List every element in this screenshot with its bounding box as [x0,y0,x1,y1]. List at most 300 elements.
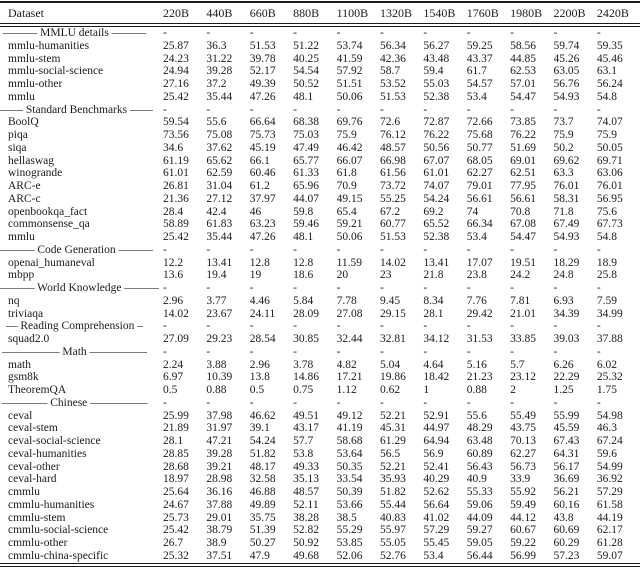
value-cell: 23.12 [510,371,536,384]
value-cell: 25.64 [163,486,189,498]
value-cell: 40.25 [293,52,320,65]
value-cell: 7.59 [596,294,618,307]
value-cell: 74.07 [423,180,450,192]
value-cell: 3.88 [206,358,227,371]
dataset-label: mmlu-humanities [8,39,90,52]
table-row [0,550,640,565]
value-cell: 67.73 [596,218,623,231]
value-cell: - [336,27,341,39]
value-cell: 48.57 [379,141,406,154]
value-cell: 61.7 [466,65,487,78]
table-row [0,180,640,193]
value-cell: - [206,320,211,333]
value-cell: 51.82 [379,486,406,498]
value-cell: - [293,396,298,409]
value-cell: 25.32 [163,549,189,562]
table-row [0,422,640,435]
value-cell: 56.64 [423,498,450,511]
value-cell: - [163,396,167,409]
value-cell: - [206,345,211,358]
value-cell: 31.22 [206,52,233,65]
value-cell: 62.27 [466,167,493,180]
value-cell: 44.97 [423,422,450,435]
value-cell: 3.78 [293,358,314,371]
value-cell: - [249,320,254,333]
value-cell: - [466,27,471,39]
value-cell: 53.4 [466,90,487,103]
column-header-1760b: 1760B [467,2,510,25]
value-cell: 11.59 [336,256,363,269]
dataset-label: winogrande [8,167,63,180]
value-cell: 35.13 [293,473,320,486]
value-cell: 79.01 [466,180,493,192]
value-cell: - [466,282,471,294]
table-row [0,359,640,372]
value-cell: 56.24 [596,78,623,90]
table-row [0,206,640,219]
dataset-label: cmmlu-social-science [8,524,109,537]
value-cell: 33.9 [510,473,531,486]
value-cell: 19.86 [379,371,406,384]
value-cell: 25.99 [163,409,189,422]
value-cell: 59.54 [163,116,189,129]
section-row [0,104,640,117]
column-header-880b: 880B [293,2,336,25]
value-cell: 50.92 [293,537,320,549]
value-cell: 54.93 [553,231,580,243]
value-cell: - [553,103,558,116]
value-cell: 59.21 [336,218,363,231]
value-cell: 9.45 [379,294,401,307]
value-cell: 65.77 [293,154,320,167]
value-cell: 75.03 [293,129,320,141]
value-cell: 77.95 [510,180,536,192]
section-label: —— Standard Benchmarks —— [0,103,153,116]
value-cell: - [379,27,384,39]
value-cell: 1.75 [596,384,618,396]
value-cell: 76.22 [510,129,536,141]
header-row [0,2,640,25]
dataset-label: piqa [8,129,28,141]
value-cell: - [249,243,254,256]
value-cell: 61.01 [163,167,189,180]
value-cell: 69.62 [553,154,580,167]
value-cell: 53.4 [466,231,487,243]
value-cell: 52.21 [379,409,406,422]
value-cell: 52.62 [423,486,450,498]
value-cell: 73.7 [553,116,574,129]
value-cell: 47.26 [249,231,276,243]
value-cell: 27.08 [336,307,363,320]
value-cell: 36.69 [553,473,580,486]
value-cell: 64.31 [553,447,580,460]
value-cell: 36.92 [596,473,623,486]
table-row [0,257,640,270]
value-cell: 52.17 [249,65,276,78]
value-cell: 0.5 [249,384,265,396]
value-cell: 76.01 [553,180,580,192]
section-row [0,244,640,257]
value-cell: 39.03 [553,333,580,345]
table-row [0,40,640,53]
value-cell: 47.26 [249,90,276,103]
value-cell: 29.15 [379,307,406,320]
value-cell: - [466,243,471,256]
column-header-1320b: 1320B [380,2,423,25]
value-cell: 54.47 [510,90,536,103]
value-cell: 57.7 [293,435,314,447]
value-cell: 54.47 [510,231,536,243]
column-header-1100b: 1100B [337,2,380,25]
value-cell: 32.58 [249,473,276,486]
value-cell: 58.56 [510,39,536,52]
value-cell: 61.83 [206,218,233,231]
value-cell: - [423,320,428,333]
value-cell: 47.9 [249,549,270,562]
value-cell: 59.05 [466,537,493,549]
column-header-220b: 220B [163,2,206,25]
value-cell: 51.69 [510,141,536,154]
value-cell: 2.96 [163,294,184,307]
value-cell: 48.1 [293,231,314,243]
value-cell: 2.24 [163,358,184,371]
value-cell: 54.57 [466,78,493,90]
value-cell: - [379,396,384,409]
value-cell: 34.6 [163,141,184,154]
dataset-label: mmlu [8,231,35,243]
value-cell: 56.17 [553,460,580,473]
value-cell: 56.76 [553,78,580,90]
value-cell: 17.21 [336,371,363,384]
value-cell: 62.27 [510,447,536,460]
value-cell: 55.97 [379,524,406,537]
value-cell: 7.76 [466,294,487,307]
value-cell: - [596,320,601,333]
value-cell: 61.01 [423,167,450,180]
table-row [0,537,640,550]
value-cell: 53.52 [379,78,406,90]
value-cell: 45.59 [553,422,580,435]
value-cell: 56.34 [379,39,406,52]
value-cell: 8.34 [423,294,444,307]
value-cell: 50.06 [336,231,363,243]
value-cell: 62.17 [596,524,623,537]
value-cell: 57.92 [336,65,363,78]
value-cell: 23.8 [466,269,487,282]
value-cell: 37.51 [206,549,233,562]
value-cell: 45.31 [379,422,406,435]
value-cell: 1 [423,384,430,396]
table-row [0,295,640,308]
dataset-label: gsm8k [8,371,39,384]
section-label: ————— Math ————— [1,345,148,358]
value-cell: 56.73 [510,460,536,473]
value-cell: 21.01 [510,307,536,320]
value-cell: 54.99 [596,460,623,473]
value-cell: 46.42 [336,141,363,154]
value-cell: 13.41 [206,256,233,269]
value-cell: - [249,27,254,39]
value-cell: 44.85 [510,52,536,65]
value-cell: - [596,243,601,256]
value-cell: - [293,320,298,333]
dataset-label: cmmlu-other [8,537,68,549]
value-cell: 44.19 [596,511,623,524]
value-cell: - [249,345,254,358]
value-cell: 57.23 [553,549,580,562]
value-cell: - [163,282,167,294]
value-cell: 76.01 [596,180,623,192]
value-cell: 31.97 [206,422,233,435]
value-cell: 65.62 [206,154,233,167]
table-row [0,116,640,129]
value-cell: 14.02 [163,307,189,320]
value-cell: 1.12 [336,384,357,396]
section-label: ——— Code Generation ——— [0,243,153,256]
value-cell: 56.99 [510,549,536,562]
value-cell: 28.54 [249,333,276,345]
value-cell: 51.53 [379,90,406,103]
value-cell: 76.12 [379,129,406,141]
value-cell: 38.28 [293,511,320,524]
value-cell: 33.85 [510,333,536,345]
column-header-440b: 440B [206,2,249,25]
value-cell: 56.44 [466,549,493,562]
table-row [0,155,640,168]
value-cell: 55.33 [466,486,493,498]
value-cell: - [163,320,167,333]
value-cell: 27.09 [163,333,189,345]
value-cell: 69.71 [596,154,623,167]
value-cell: 52.91 [423,409,450,422]
section-row [0,25,640,40]
value-cell: 43.75 [510,422,536,435]
value-cell: 75.08 [206,129,233,141]
value-cell: 55.29 [336,524,363,537]
value-cell: 59.25 [466,39,493,52]
value-cell: 24.8 [553,269,574,282]
value-cell: 58.89 [163,218,189,231]
value-cell: 67.08 [510,218,536,231]
value-cell: 22.29 [553,371,580,384]
value-cell: 6.02 [596,358,618,371]
value-cell: - [336,282,341,294]
value-cell: 48.1 [293,90,314,103]
value-cell: 30.85 [293,333,320,345]
value-cell: 58.31 [553,192,580,205]
value-cell: 41.59 [336,52,363,65]
value-cell: - [596,282,601,294]
value-cell: - [553,282,558,294]
value-cell: 39.1 [249,422,270,435]
value-cell: 18.6 [293,269,314,282]
dataset-label: ARC-e [8,180,41,192]
table-row [0,499,640,512]
value-cell: 50.05 [596,141,623,154]
value-cell: - [206,27,211,39]
value-cell: - [293,345,298,358]
value-cell: 2 [510,384,516,396]
value-cell: 37.98 [206,409,233,422]
value-cell: 34.12 [423,333,450,345]
value-cell: 45.26 [553,52,580,65]
value-cell: 50.39 [336,486,363,498]
value-cell: 21.89 [163,422,189,435]
value-cell: - [293,27,298,39]
value-cell: 37.88 [206,498,233,511]
dataset-label: mbpp [8,269,35,282]
value-cell: 5.16 [466,358,487,371]
dataset-label: cmmlu-china-specific [8,549,109,562]
table-row [0,473,640,486]
value-cell: 75.73 [249,129,276,141]
value-cell: 63.23 [249,218,276,231]
value-cell: 12.2 [163,256,184,269]
value-cell: 59.22 [510,537,536,549]
column-header-1540b: 1540B [423,2,466,25]
value-cell: 63.06 [596,167,623,180]
value-cell: 53.66 [336,498,363,511]
value-cell: 64.94 [423,435,450,447]
value-cell: 31.04 [206,180,233,192]
table-row [0,512,640,525]
value-cell: 73.72 [379,180,406,192]
value-cell: 37.88 [596,333,623,345]
table-body [0,25,640,565]
value-cell: 24.11 [249,307,276,320]
column-header-2200b: 2200B [554,2,597,25]
value-cell: 14.02 [379,256,406,269]
value-cell: 50.77 [466,141,493,154]
value-cell: 63.3 [553,167,574,180]
value-cell: 65.52 [423,218,450,231]
value-cell: 24.23 [163,52,189,65]
value-cell: 28.1 [163,435,184,447]
value-cell: 24.2 [510,269,531,282]
dataset-label: mmlu-other [8,78,63,90]
table-row [0,65,640,78]
value-cell: 50.06 [336,90,363,103]
value-cell: 2.96 [249,358,270,371]
value-cell: 57.01 [510,78,536,90]
value-cell: 63.05 [553,65,580,78]
value-cell: 56.61 [466,192,493,205]
value-cell: - [293,103,298,116]
value-cell: 72.87 [423,116,450,129]
value-cell: - [466,396,471,409]
table-row [0,410,640,423]
value-cell: 37.97 [249,192,276,205]
value-cell: 47.49 [293,141,320,154]
value-cell: - [510,282,514,294]
value-cell: 7.81 [510,294,531,307]
value-cell: 60.77 [379,218,406,231]
value-cell: 70.9 [336,180,357,192]
table-row [0,193,640,206]
value-cell: 67.49 [553,218,580,231]
value-cell: - [379,345,384,358]
value-cell: 66.64 [249,116,276,129]
dataset-label: commonsense_qa [8,218,90,231]
value-cell: 55.6 [206,116,227,129]
section-row [0,320,640,333]
value-cell: 67.07 [423,154,450,167]
value-cell: 48.57 [293,486,320,498]
table-row [0,167,640,180]
value-cell: 53.8 [293,447,314,460]
value-cell: 63.48 [466,435,493,447]
value-cell: 50.56 [423,141,450,154]
dataset-label: ceval-social-science [8,435,101,447]
value-cell: 14.86 [293,371,320,384]
value-cell: 18.97 [163,473,189,486]
dataset-label: ceval [8,409,33,422]
value-cell: - [249,396,254,409]
value-cell: 39.28 [206,65,233,78]
value-cell: - [553,27,558,39]
value-cell: 46 [249,205,262,218]
table-row [0,384,640,397]
value-cell: 43.17 [293,422,320,435]
value-cell: 39.21 [206,460,233,473]
table-row [0,308,640,321]
value-cell: 61.33 [293,167,320,180]
value-cell: 19.51 [510,256,536,269]
value-cell: 28.68 [163,460,189,473]
value-cell: 24.67 [163,498,189,511]
value-cell: 45.46 [596,52,623,65]
value-cell: 73.56 [163,129,189,141]
value-cell: 25.42 [163,231,189,243]
value-cell: - [336,320,341,333]
value-cell: 55.45 [423,537,450,549]
value-cell: - [596,103,601,116]
value-cell: - [596,396,601,409]
value-cell: 44.12 [510,511,536,524]
value-cell: - [249,103,254,116]
value-cell: 46.3 [596,422,618,435]
value-cell: 34.99 [596,307,623,320]
value-cell: - [206,103,211,116]
value-cell: 41.02 [423,511,450,524]
value-cell: - [163,27,167,39]
value-cell: - [510,103,514,116]
value-cell: 39.28 [206,447,233,460]
value-cell: 28.4 [163,205,184,218]
value-cell: 44.09 [466,511,493,524]
table-row [0,129,640,142]
value-cell: 0.62 [379,384,401,396]
dataset-label: TheoremQA [8,384,67,396]
value-cell: 20 [336,269,349,282]
value-cell: 72.6 [379,116,401,129]
value-cell: 52.76 [379,549,406,562]
value-cell: 56.27 [423,39,450,52]
value-cell: 29.23 [206,333,233,345]
value-cell: 44.07 [293,192,320,205]
value-cell: - [596,345,601,358]
value-cell: - [553,320,558,333]
value-cell: 60.29 [553,537,580,549]
value-cell: 54.24 [423,192,450,205]
value-cell: 59.6 [596,447,618,460]
value-cell: 40.29 [423,473,450,486]
value-cell: 33.54 [336,473,363,486]
value-cell: - [336,243,341,256]
value-cell: 59.35 [596,39,623,52]
value-cell: 61.19 [163,154,189,167]
dataset-label: mmlu-social-science [8,65,104,78]
